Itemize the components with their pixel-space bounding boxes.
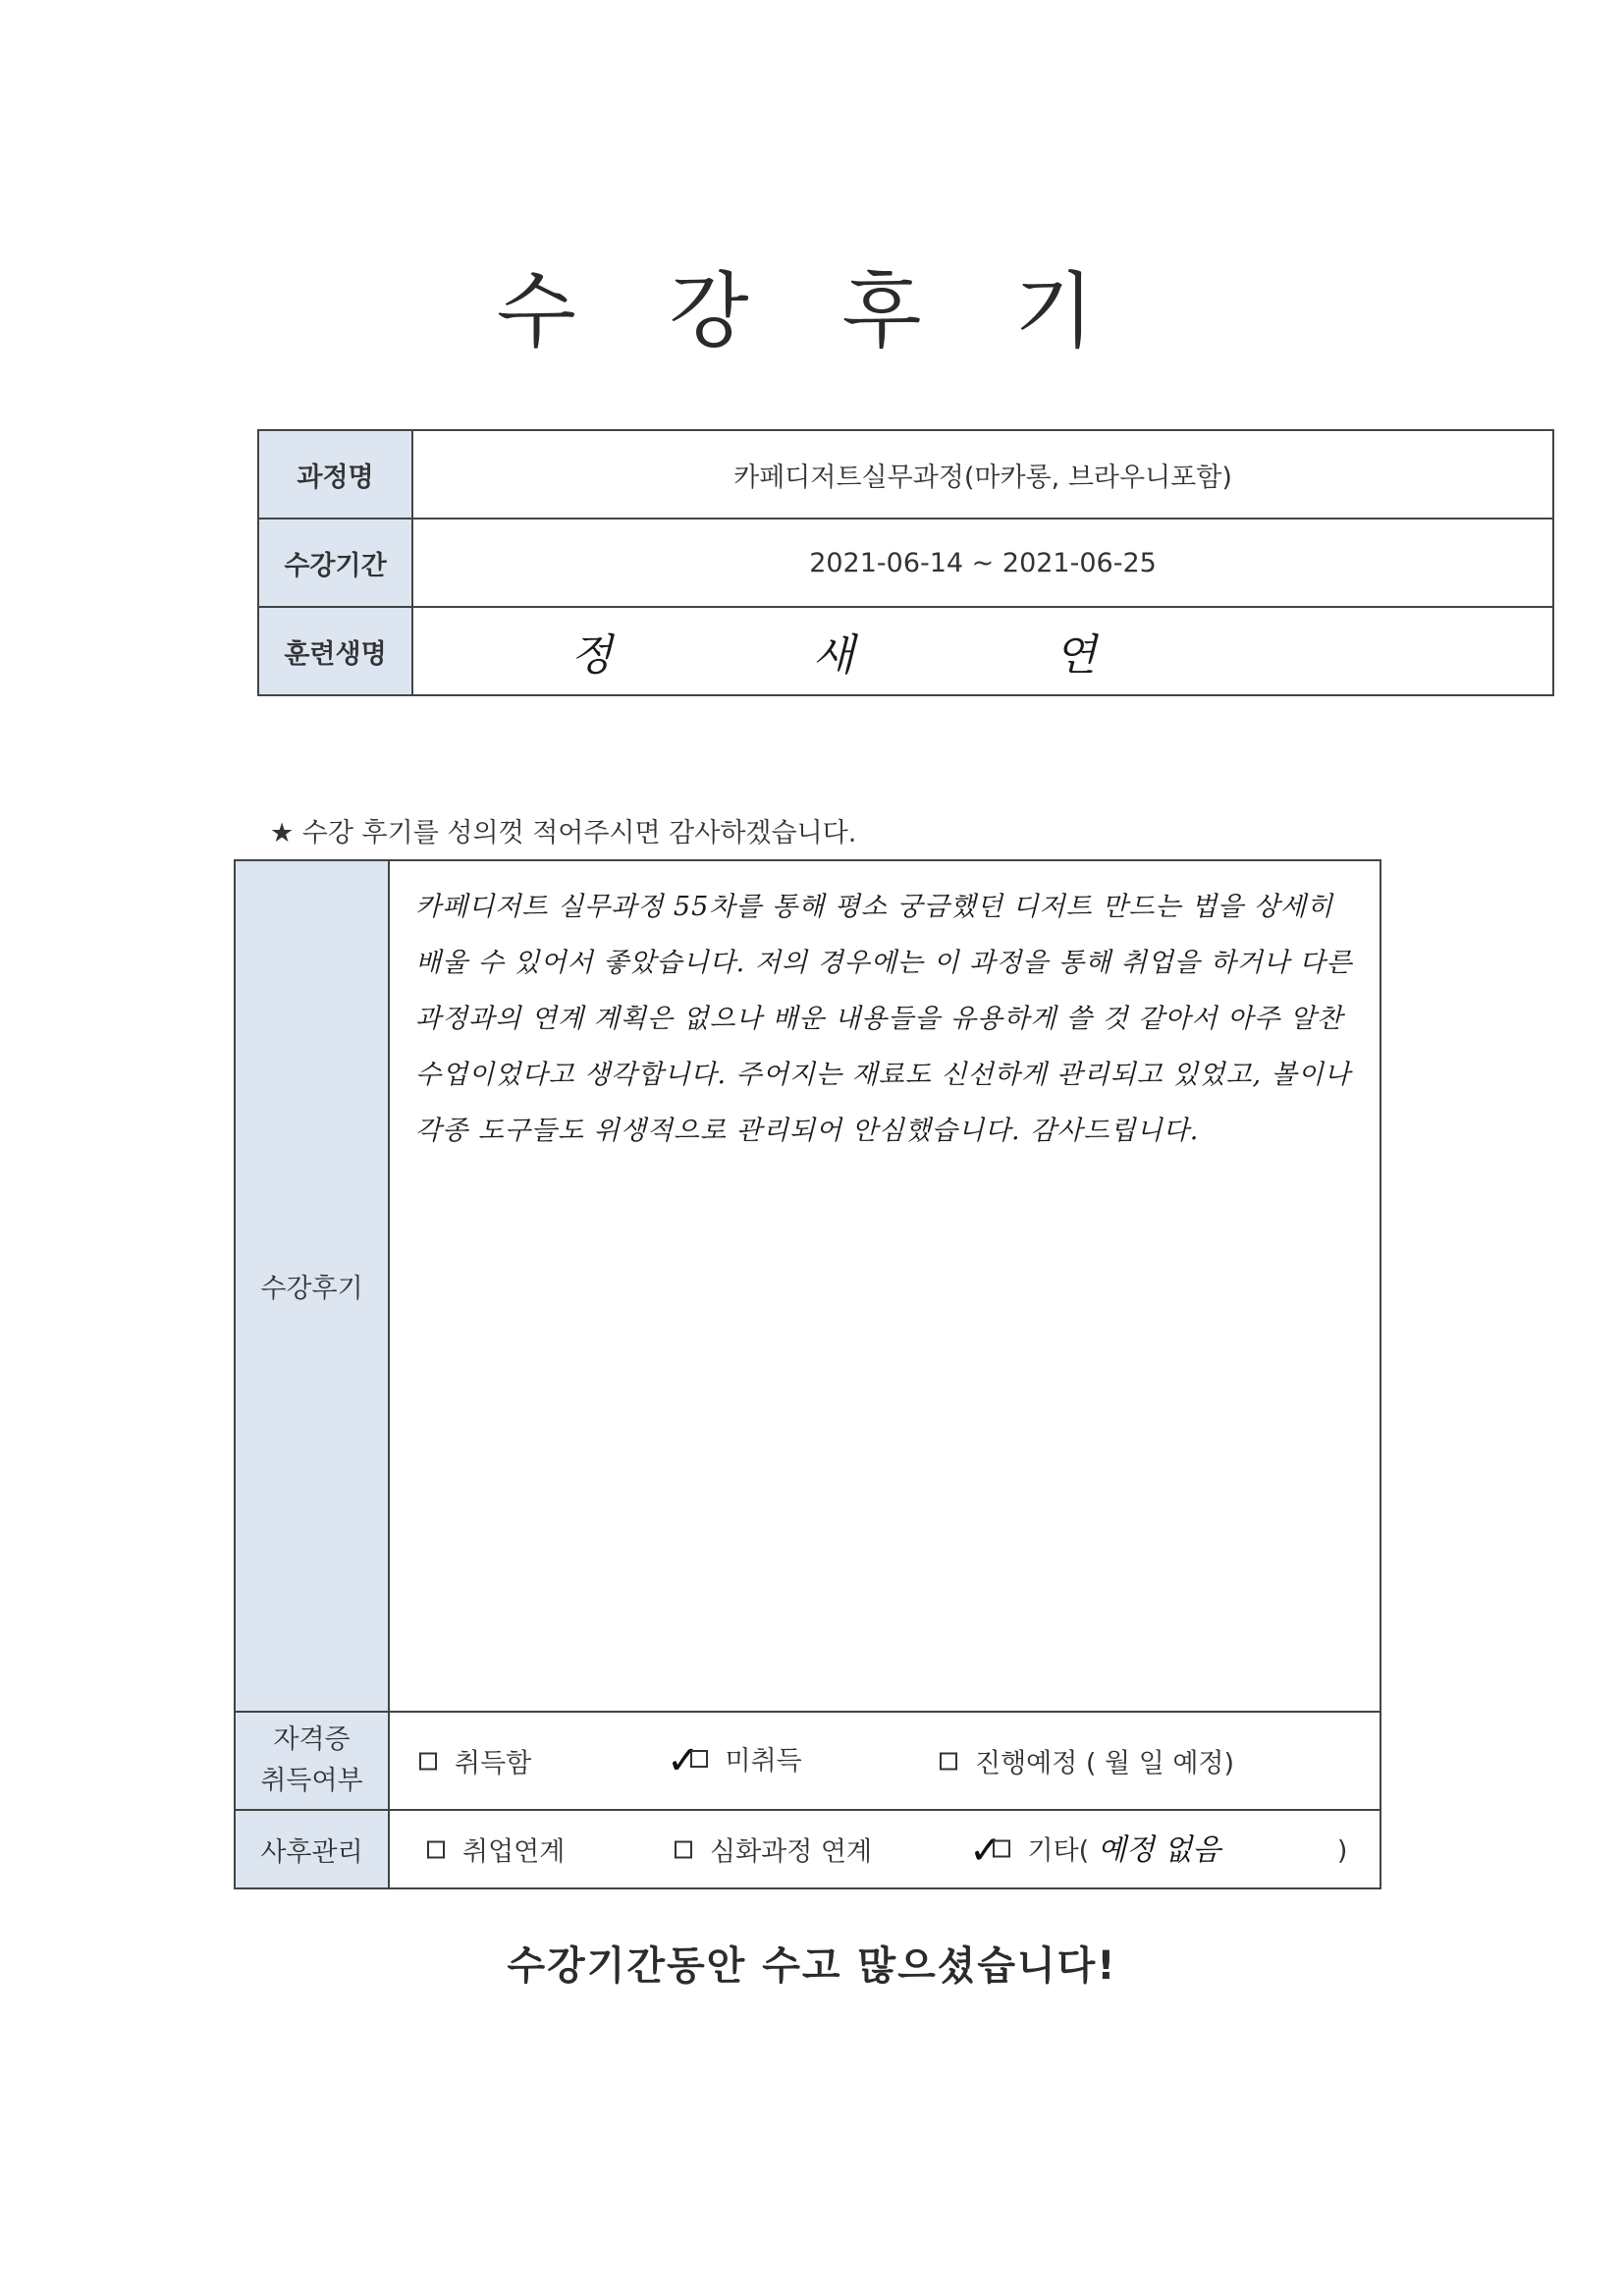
aftercare-row [235, 1810, 1380, 1888]
option-other-close: ) [1336, 1835, 1348, 1867]
review-body [389, 860, 1380, 1712]
certificate-row [235, 1712, 1380, 1810]
option-not-certified-label: 미취득 [725, 1746, 802, 1777]
check-mark-icon: ✓ [667, 1738, 700, 1783]
review-label: 수강후기 [235, 860, 389, 1712]
checkbox-icon [427, 1841, 445, 1859]
trainee-row [258, 607, 1553, 695]
aftercare-label: 사후관리 [235, 1810, 389, 1888]
option-not-certified [667, 1738, 802, 1783]
option-job-link-label: 취업연계 [462, 1836, 566, 1868]
trainee-label: 훈련생명 [258, 607, 412, 695]
certificate-label-line2: 취득여부 [260, 1766, 363, 1796]
period-label: 수강기간 [258, 519, 412, 607]
option-advanced-course [675, 1831, 872, 1869]
checkbox-icon [993, 1840, 1010, 1858]
checkbox-icon [419, 1753, 437, 1771]
notice-text: ★ 수강 후기를 성의껏 적어주시면 감사하겠습니다. [270, 818, 857, 848]
footer-message: 수강기간동안 수고 많으셨습니다! [507, 1943, 1117, 1989]
aftercare-options [389, 1810, 1380, 1888]
option-certified [419, 1742, 531, 1780]
option-certified-label: 취득함 [455, 1748, 532, 1779]
option-in-progress [940, 1742, 1234, 1780]
course-row [258, 430, 1553, 519]
certificate-options [389, 1712, 1380, 1810]
trainee-name-handwritten: 정 새 연 [412, 607, 1553, 695]
period-row [258, 519, 1553, 607]
course-info-table [257, 429, 1554, 696]
option-other [969, 1826, 1347, 1874]
review-table [234, 859, 1381, 1889]
checkbox-icon [940, 1753, 957, 1771]
checkbox-icon [690, 1750, 708, 1768]
certificate-label-line1: 자격증 [273, 1724, 351, 1755]
certificate-label [235, 1712, 389, 1810]
option-other-label: 기타( [1027, 1835, 1090, 1867]
option-job-link [427, 1831, 565, 1869]
page-title: 수 강 후 기 [496, 263, 1128, 359]
check-mark-icon: ✓ [969, 1828, 1002, 1874]
course-value: 카페디저트실무과정(마카롱, 브라우니포함) [412, 430, 1553, 519]
period-value: 2021-06-14 ~ 2021-06-25 [412, 519, 1553, 607]
checkbox-icon [675, 1841, 692, 1859]
option-advanced-course-label: 심화과정 연계 [710, 1836, 873, 1868]
review-handwritten-text: 카페디저트 실무과정 55차를 통해 평소 궁금했던 디저트 만드는 법을 상세히 배울 수 있어서 좋았습니다. 저의 경우에는 이 과정을 통해 취업을 하거나 다른 과정과의 연계 계획은 없으나 배운 내용들을 유용하게 쓸 것 같아서 아주 알찬 수업이었다고 생각합니다. 주어지는 재료도 신선하게 관리되고 있었고, 볼이나 각종 도구들도 위생적으로 관리되어 안심했습니다. 감사드립니다. [415, 892, 1353, 1146]
course-label: 과정명 [258, 430, 412, 519]
review-row [235, 860, 1380, 1712]
option-in-progress-label: 진행예정 ( 월 일 예정) [975, 1748, 1235, 1779]
option-other-note-handwritten: 예정 없음 [1097, 1832, 1221, 1868]
